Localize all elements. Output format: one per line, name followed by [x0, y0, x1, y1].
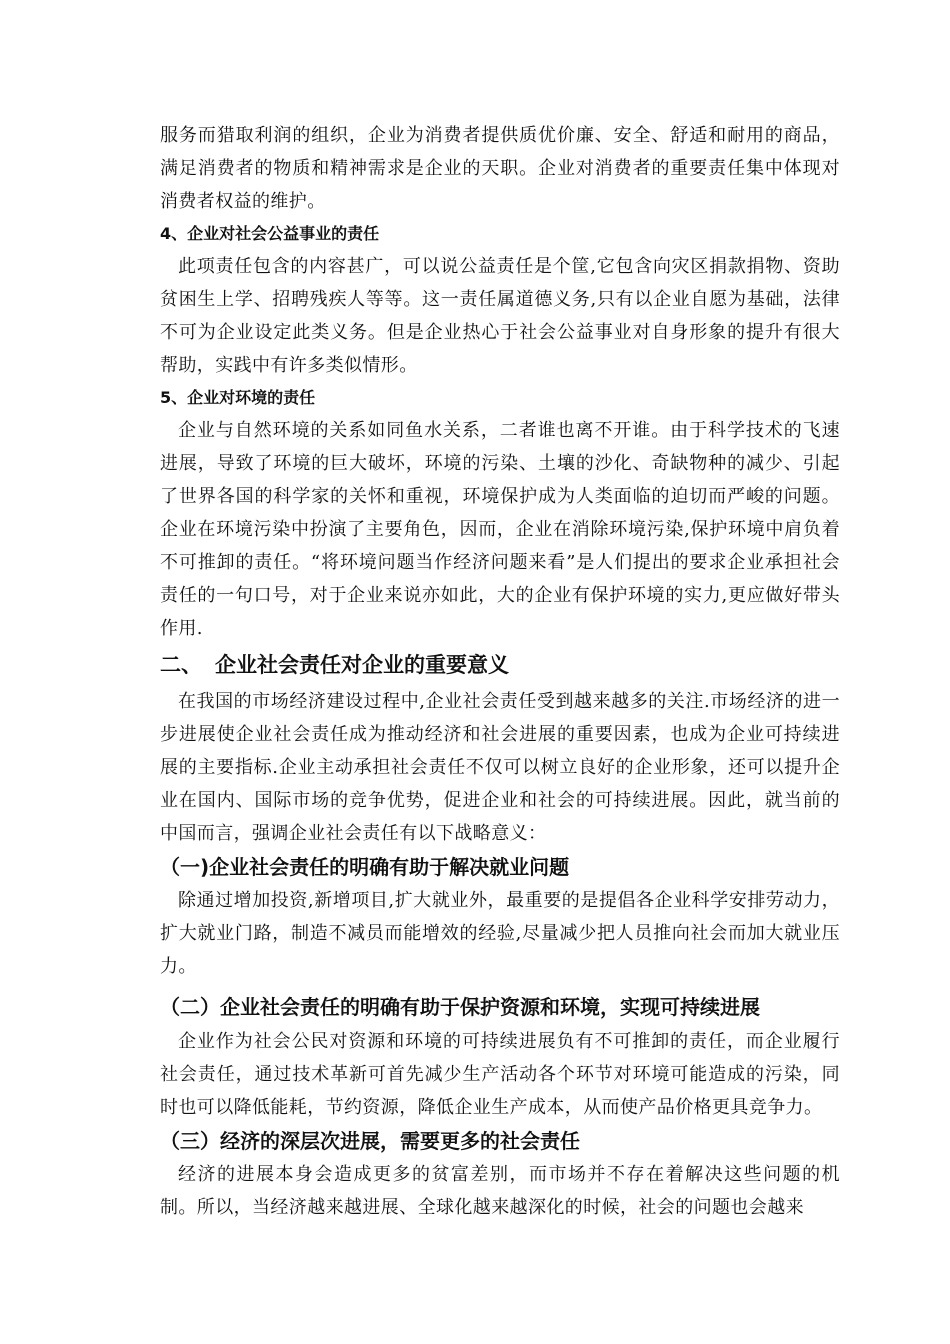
- paragraph-environment: 企业与自然环境的关系如同鱼水关系，二者谁也离不开谁。由于科学技术的飞速进展，导致了环境的巨大破坏，环境的污染、土壤的沙化、奇缺物种的减少、引起了世界各国的科学家的关怀和重视，环境保护成为人类面临的迫切而严峻的问题。企业在环境污染中扮演了主要角色，因而，企业在消除环境污染,保护环境中肩负着不可推卸的责任。“将环境问题当作经济问题来看”是人们提出的要求企业承担社会责任的一句口号，对于企业来说亦如此，大的企业有保护环境的实力,更应做好带头作用.: [160, 420, 840, 639]
- subheading-employment: （一)企业社会责任的明确有助于解决就业问题: [160, 855, 570, 879]
- paragraph-deep-development: 经济的进展本身会造成更多的贫富差别，而市场并不存在着解决这些问题的机制。所以，当经济越来越进展、全球化越来越深化的时候，社会的问题也会越来: [160, 1164, 840, 1218]
- subheading-resources-environment: （二）企业社会责任的明确有助于保护资源和环境，实现可持续进展: [160, 995, 760, 1019]
- paragraph-employment: 除通过增加投资,新增项目,扩大就业外，最重要的是提倡各企业科学安排劳动力，扩大就业门路，制造不减员而能增效的经验,尽量减少把人员推向社会而加大就业压力。: [160, 890, 840, 977]
- paragraph-resources-environment: 企业作为社会公民对资源和环境的可持续进展负有不可推卸的责任，而企业履行社会责任，通过技术革新可首先减少生产活动各个环节对环境可能造成的污染，同时也可以降低能耗，节约资源，降低企业生产成本，从而使产品价格更具竞争力。: [160, 1031, 840, 1118]
- paragraph-consumer-responsibility: 服务而猎取利润的组织，企业为消费者提供质优价廉、安全、舒适和耐用的商品，满足消费者的物质和精神需求是企业的天职。企业对消费者的重要责任集中体现对消费者权益的维护。: [160, 125, 840, 212]
- heading-environment: 5、企业对环境的责任: [160, 388, 316, 407]
- section-title: 企业社会责任对企业的重要意义: [215, 653, 509, 677]
- section-number: 二、: [160, 653, 202, 677]
- subheading-deep-development: （三）经济的深层次进展，需要更多的社会责任: [160, 1129, 580, 1153]
- heading-public-welfare: 4、企业对社会公益事业的责任: [160, 224, 380, 243]
- section-heading-importance: [160, 645, 840, 685]
- paragraph-public-welfare: 此项责任包含的内容甚广，可以说公益责任是个筐,它包含向灾区捐款捐物、资助贫困生上学、招聘残疾人等等。这一责任属道德义务,只有以企业自愿为基础，法律不可为企业设定此类义务。但是企业热心于社会公益事业对自身形象的提升有很大帮助，实践中有许多类似情形。: [160, 256, 840, 376]
- paragraph-importance-intro: 在我国的市场经济建设过程中,企业社会责任受到越来越多的关注.市场经济的进一步进展使企业社会责任成为推动经济和社会进展的重要因素，也成为企业可持续进展的主要指标.企业主动承担社会责任不仅可以树立良好的企业形象，还可以提升企业在国内、国际市场的竞争优势，促进企业和社会的可持续进展。因此，就当前的中国而言，强调企业社会责任有以下战略意义：: [160, 691, 840, 844]
